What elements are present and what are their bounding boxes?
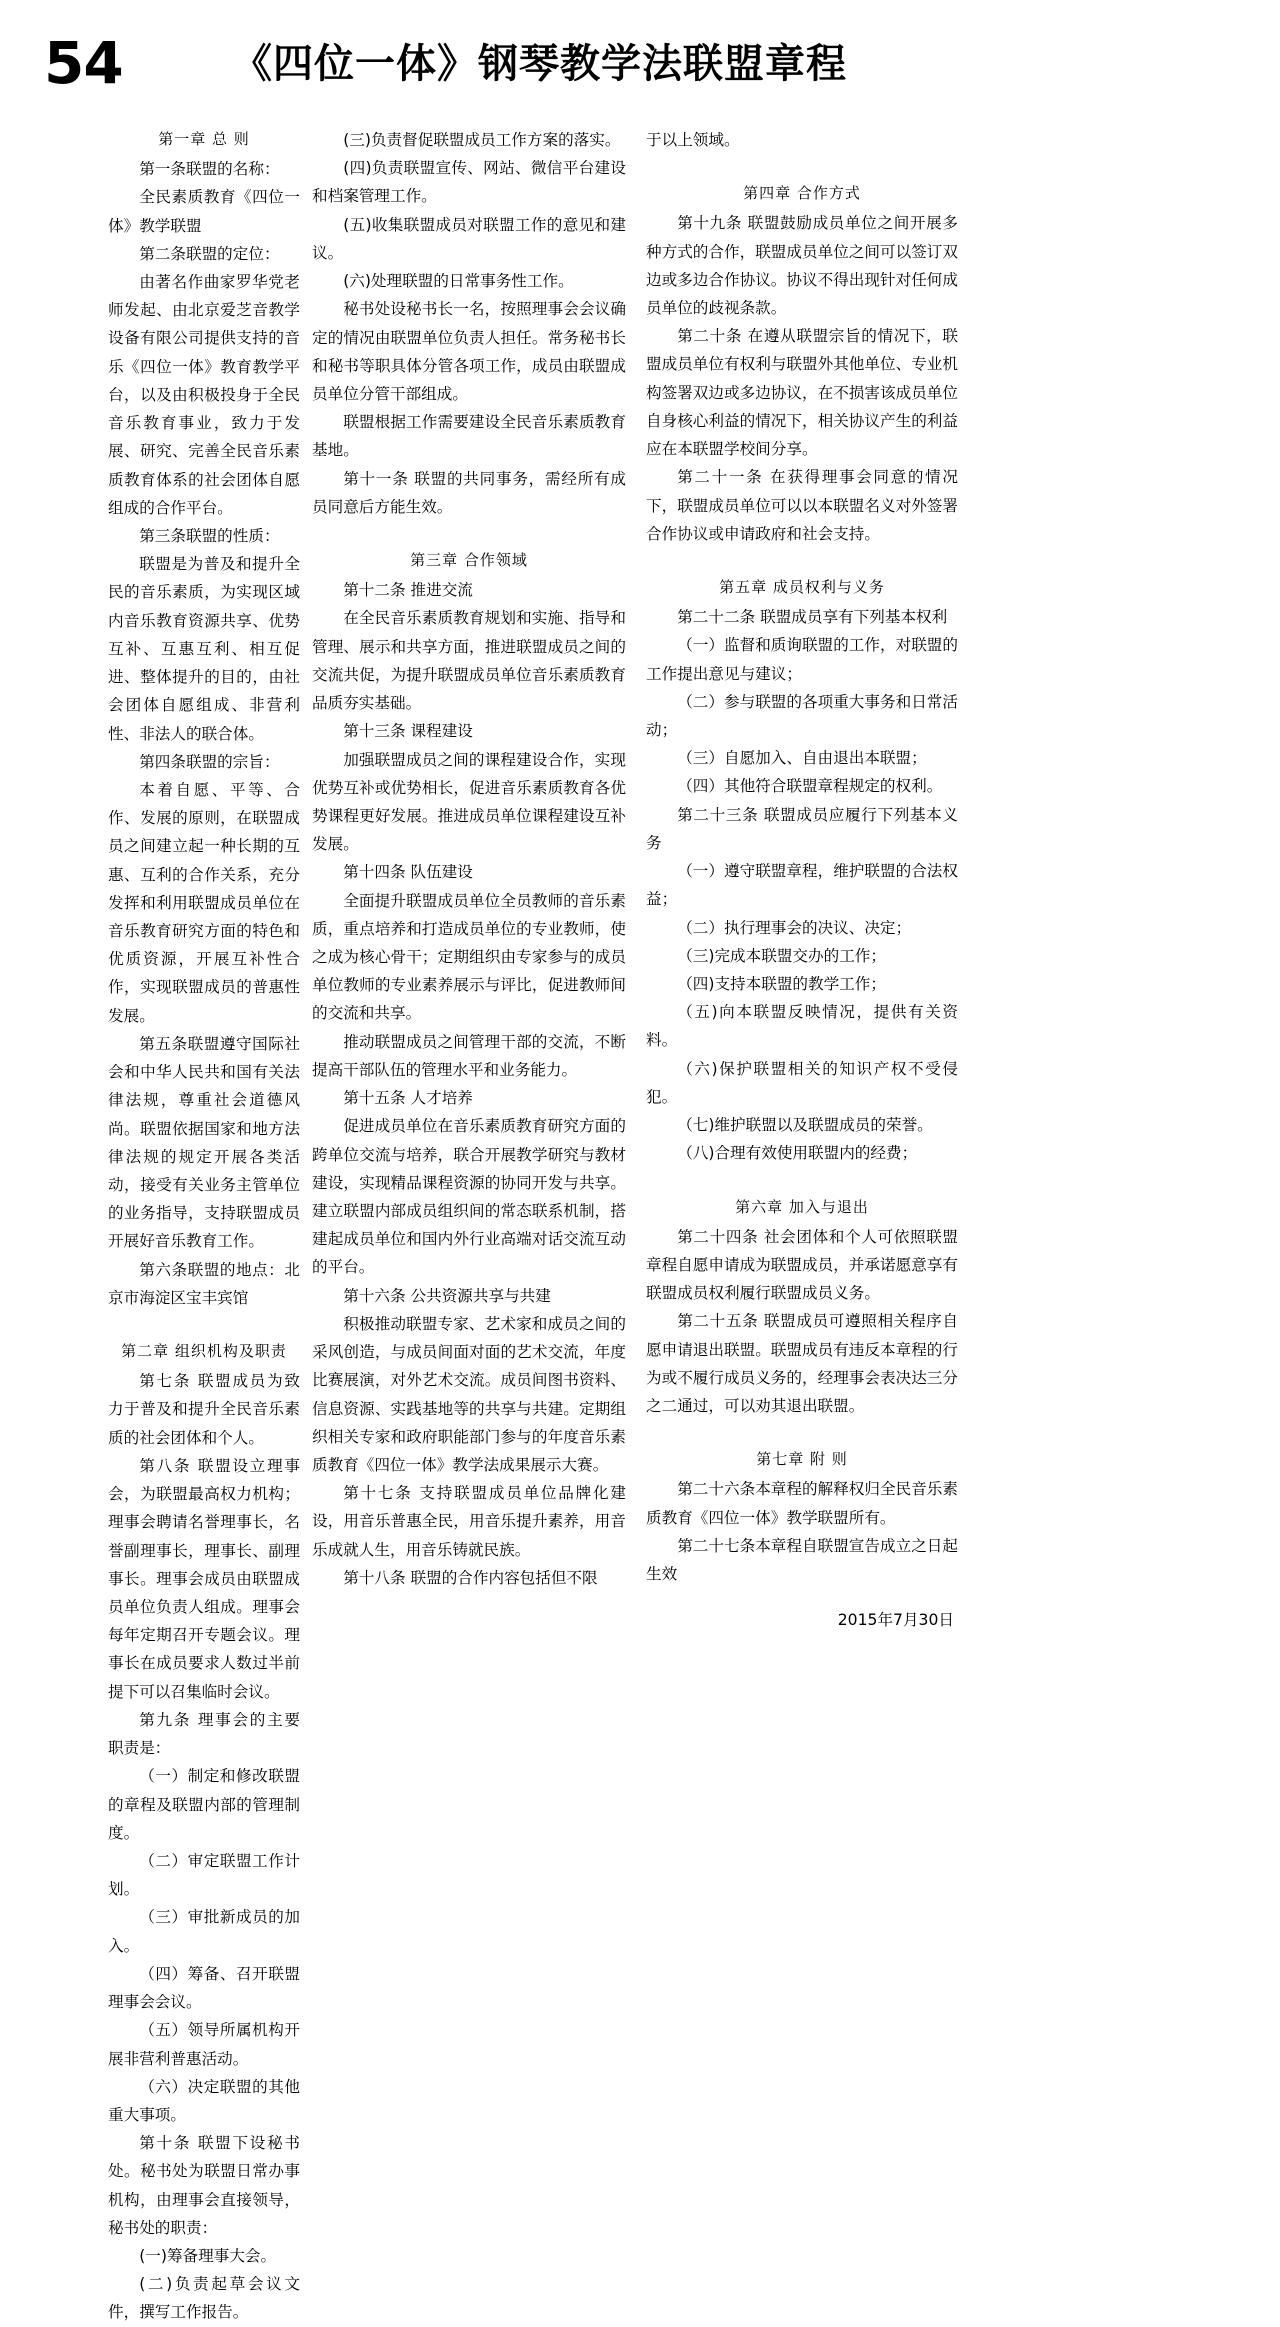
chapter-heading-1: 第一章 总 则 [158,130,250,148]
paragraph: (六)处理联盟的日常事务性工作。 [343,272,574,291]
paragraph: 第十三条 课程建设 [343,722,473,741]
paragraph: 第一条联盟的名称： [139,160,280,179]
chapter-heading-4: 第四章 合作方式 [743,184,861,203]
paragraph: 第十五条 人才培养 [343,1089,473,1108]
paragraph: (四)负责联盟宣传、网站、微信平台建设和档案管理工作。 [312,159,626,206]
paragraph: （五）领导所属机构开展非营利普惠活动。 [108,2021,300,2068]
paragraph: 第十一条 联盟的共同事务，需经所有成员同意后方能生效。 [312,469,626,516]
paragraph: （一）制定和修改联盟的章程及联盟内部的管理制度。 [108,1767,300,1842]
paragraph: （二）执行理事会的决议、决定； [677,918,912,937]
paragraph: 第二十六条本章程的解释权归全民音乐素质教育《四位一体》教学联盟所有。 [646,1480,958,1527]
paragraph: 加强联盟成员之间的课程建设合作，实现优势互补或优势相长，促进音乐素质教育各优势课程更好发展。推进成员单位课程建设互补发展。 [312,750,626,854]
paragraph: （一）监督和质询联盟的工作，对联盟的工作提出意见与建议； [646,636,958,683]
paragraph: 第十八条 联盟的合作内容包括但不限 [343,1568,598,1587]
paragraph: （三)完成本联盟交办的工作； [677,946,886,965]
paragraph: 积极推动联盟专家、艺术家和成员之间的采风创造，与成员间面对面的艺术交流，年度比赛展演，对外艺术交流。成员间图书资料、信息资源、实践基地等的共享与共建。定期组织相关专家和政府职能部门参与的年度音乐素质教育《四位一体》教学法成果展示大赛。 [312,1314,626,1474]
paragraph: (三)负责督促联盟成员工作方案的落实。 [343,131,621,149]
paragraph: （六)保护联盟相关的知识产权不受侵犯。 [646,1059,958,1106]
paragraph: (一)筹备理事大会。 [139,2247,277,2266]
text-columns [0,126,1280,2327]
paragraph: 第二条联盟的定位： [139,244,280,263]
column-3 [636,126,966,1634]
document-title: 《四位一体》钢琴教学法联盟章程 [232,40,847,87]
paragraph: 全民素质教育《四位一体》教学联盟 [108,188,300,235]
paragraph: （四）筹备、召开联盟理事会会议。 [108,1964,300,2012]
paragraph: 第二十二条 联盟成员享有下列基本权利 [677,608,948,627]
chapter-heading-2: 第二章 组织机构及职责 [121,1342,287,1361]
paragraph: 于以上领域。 [646,131,740,149]
paragraph: 第十六条 公共资源共享与共建 [343,1286,551,1305]
paragraph: (二)负责起草会议文件，撰写工作报告。 [108,2275,300,2322]
chapter-heading-6: 第六章 加入与退出 [735,1197,869,1216]
paragraph: （三）自愿加入、自由退出本联盟； [677,749,927,768]
paragraph: 第九条 理事会的主要职责是： [108,1710,300,1758]
paragraph: （四)支持本联盟的教学工作； [677,974,886,993]
paragraph: 第八条 联盟设立理事会，为联盟最高权力机构；理事会聘请名誉理事长，名誉副理事长，理事长、副理事长。理事会成员由联盟成员单位负责人组成。理事会每年定期召开专题会议。理事长在成员要求人数过半前提下可以召集临时会议。 [108,1456,300,1701]
chapter-heading-7: 第七章 附 则 [756,1450,848,1469]
paragraph: （二）审定联盟工作计划。 [108,1851,300,1899]
paragraph: 推动联盟成员之间管理干部的交流，不断提高干部队伍的管理水平和业务能力。 [312,1032,626,1079]
paragraph: 第十七条 支持联盟成员单位品牌化建设，用音乐普惠全民，用音乐提升素养，用音乐成就人生，用音乐铸就民族。 [312,1484,626,1559]
paragraph: 在全民音乐素质教育规划和实施、指导和管理、展示和共享方面，推进联盟成员之间的交流共促，为提升联盟成员单位音乐素质教育品质夯实基础。 [312,609,626,713]
paragraph: 第二十三条 联盟成员应履行下列基本义务 [646,805,958,852]
paragraph: 第十九条 联盟鼓励成员单位之间开展多种方式的合作，联盟成员单位之间可以签订双边或多边合作协议。协议不得出现针对任何成员单位的歧视条款。 [646,214,958,318]
paragraph: 第五条联盟遵守国际社会和中华人民共和国有关法律法规，尊重社会道德风尚。联盟依据国家和地方法律法规的规定开展各类活动，接受有关业务主管单位的业务指导，支持联盟成员开展好音乐教育工作。 [108,1034,300,1251]
column-1 [0,126,306,2327]
column-2 [306,126,636,1592]
paragraph: 秘书处设秘书长一名，按照理事会会议确定的情况由联盟单位负责人担任。常务秘书长和秘书等职具体分管各项工作，成员由联盟成员单位分管干部组成。 [312,300,626,403]
paragraph: （四）其他符合联盟章程规定的权利。 [677,777,943,796]
page-header [0,0,1280,112]
paragraph: 第二十条 在遵从联盟宗旨的情况下，联盟成员单位有权利与联盟外其他单位、专业机构签署双边或多边协议，在不损害该成员单位自身核心利益的情况下，相关协议产生的利益应在本联盟学校间分享。 [646,327,958,459]
paragraph: 促进成员单位在音乐素质教育研究方面的跨单位交流与培养，联合开展教学研究与教材建设，实现精品课程资源的协同开发与共享。建立联盟内部成员组织间的常态联系机制，搭建起成员单位和国内外行业高端对话交流互动的平台。 [312,1117,626,1277]
paragraph: 本着自愿、平等、合作、发展的原则，在联盟成员之间建立起一种长期的互惠、互利的合作关系，充分发挥和利用联盟成员单位在音乐教育研究方面的特色和优质资源，开展互补性合作，实现联盟成员的普惠性发展。 [108,780,300,1025]
paragraph: 第二十一条 在获得理事会同意的情况下，联盟成员单位可以以本联盟名义对外签署合作协议或申请政府和社会支持。 [646,468,958,543]
paragraph: 第七条 联盟成员为致力于普及和提升全民音乐素质的社会团体和个人。 [108,1372,300,1447]
paragraph: 第十二条 推进交流 [343,581,473,600]
paragraph: （六）决定联盟的其他重大事项。 [108,2077,300,2124]
paragraph: 全面提升联盟成员单位全员教师的音乐素质，重点培养和打造成员单位的专业教师，使之成为核心骨干；定期组织由专家参与的成员单位教师的专业素养展示与评比，促进教师间的交流和共享。 [312,891,626,1023]
paragraph: 第十条 联盟下设秘书处。秘书处为联盟日常办事机构，由理事会直接领导，秘书处的职责： [108,2134,300,2237]
paragraph: 第二十五条 联盟成员可遵照相关程序自愿申请退出联盟。联盟成员有违反本章程的行为或不履行成员义务的，经理事会表决达三分之二通过，可以劝其退出联盟。 [646,1312,958,1415]
paragraph: 第三条联盟的性质： [139,526,280,545]
paragraph: 第二十四条 社会团体和个人可依照联盟章程自愿申请成为联盟成员，并承诺愿意享有联盟成员权利履行联盟成员义务。 [646,1227,958,1303]
paragraph: （七)维护联盟以及联盟成员的荣誉。 [677,1116,933,1135]
paragraph: 第十四条 队伍建设 [343,863,473,882]
paragraph: 由著名作曲家罗华党老师发起、由北京爱芝音教学设备有限公司提供支持的音乐《四位一体》教育教学平台，以及由积极投身于全民音乐教育事业，致力于发展、研究、完善全民音乐素质教育体系的社会团体自愿组成的合作平台。 [108,273,300,517]
chapter-heading-5: 第五章 成员权利与义务 [719,577,885,596]
paragraph: （八)合理有效使用联盟内的经费； [677,1144,918,1163]
page-number: 54 [44,29,123,97]
paragraph: （三）审批新成员的加入。 [108,1908,300,1955]
paragraph: （一）遵守联盟章程，维护联盟的合法权益； [646,862,958,909]
paragraph: 第四条联盟的宗旨： [139,752,280,771]
paragraph: （五)向本联盟反映情况，提供有关资料。 [646,1003,958,1050]
paragraph: 第二十七条本章程自联盟宣告成立之日起生效 [646,1536,958,1583]
document-date: 2015年7月30日 [837,1611,954,1630]
paragraph: 联盟根据工作需要建设全民音乐素质教育基地。 [312,413,626,460]
paragraph: 第六条联盟的地点：北京市海淀区宝丰宾馆 [108,1260,300,1307]
paragraph: (五)收集联盟成员对联盟工作的意见和建议。 [312,215,626,262]
chapter-heading-3: 第三章 合作领域 [410,551,528,570]
paragraph: （二）参与联盟的各项重大事务和日常活动； [646,692,958,739]
paragraph: 联盟是为普及和提升全民的音乐素质，为实现区域内音乐教育资源共享、优势互补、互惠互利、相互促进、整体提升的目的，由社会团体自愿组成、非营利性、非法人的联合体。 [108,555,300,743]
